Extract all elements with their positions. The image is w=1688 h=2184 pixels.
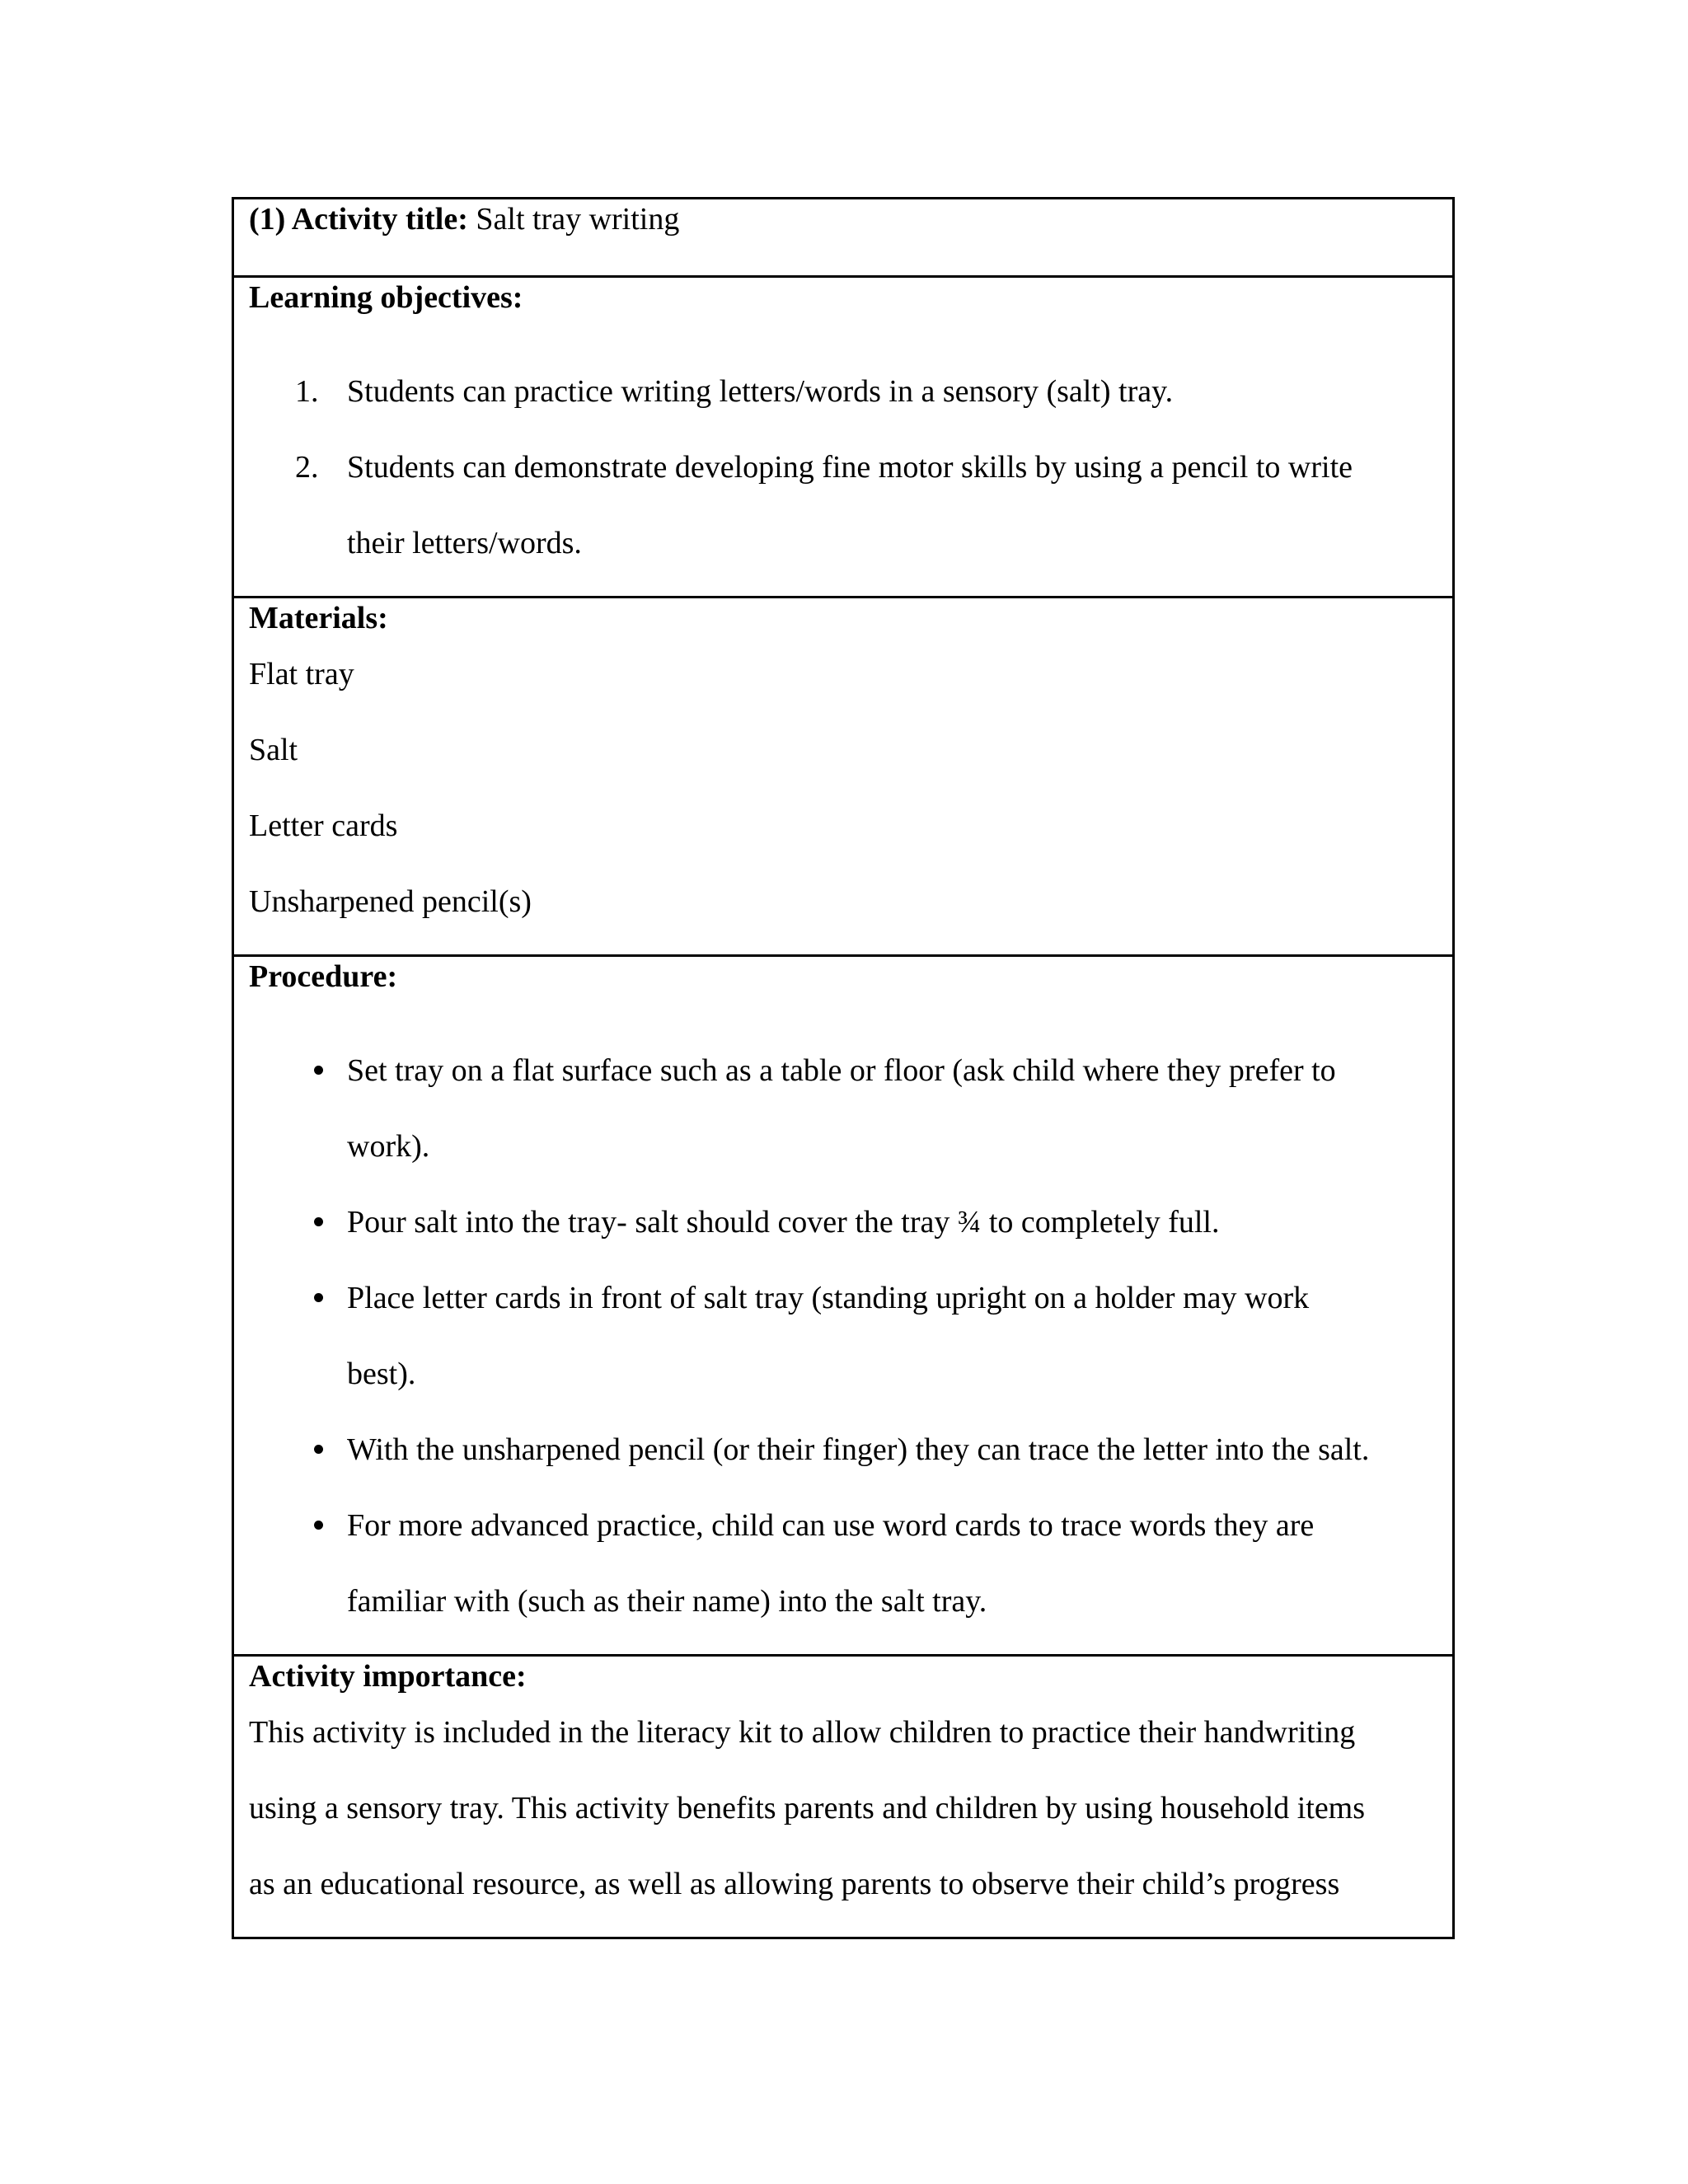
materials-cell [233,598,1454,956]
importance-line: This activity is included in the literacy kit to allow children to practice their handwriting [249,1715,1356,1750]
bullet-icon [314,1521,323,1530]
objectives-list [249,354,1437,581]
importance-paragraph [249,1694,1437,1922]
objective-text-line: Students can demonstrate developing fine motor skills by using a pencil to write [347,450,1353,485]
bullet-icon [314,1293,323,1302]
procedure-row [233,956,1454,1656]
procedure-step [249,1488,1437,1639]
procedure-list [249,1033,1437,1639]
bullet-icon [314,1445,323,1454]
procedure-step [249,1184,1437,1260]
material-item: Salt [249,733,298,767]
procedure-step [249,1260,1437,1412]
bullet-icon [314,1066,323,1075]
procedure-step [249,1412,1437,1488]
procedure-step-line: With the unsharpened pencil (or their finger) they can trace the letter into the salt. [347,1432,1370,1467]
procedure-step-line: best). [347,1357,416,1391]
materials-heading: Materials: [249,601,388,635]
importance-heading: Activity importance: [249,1659,527,1694]
procedure-step-line: Place letter cards in front of salt tray (standing upright on a holder may work [347,1281,1310,1315]
cell-bottom-space [249,1639,1437,1654]
procedure-step-line: familiar with (such as their name) into the salt tray. [347,1584,987,1619]
procedure-step-line: Set tray on a flat surface such as a table or floor (ask child where they prefer to [347,1053,1336,1088]
activity-title-value: Salt tray writing [476,202,680,237]
importance-line: as an educational resource, as well as allowing parents to observe their child’s progress [249,1867,1340,1901]
cell-bottom-space [249,1922,1437,1937]
objectives-row [233,277,1454,598]
objective-text-line: Students can practice writing letters/words in a sensory (salt) tray. [347,374,1174,409]
title-line [249,199,1437,275]
procedure-step-line: Pour salt into the tray- salt should cover the tray ¾ to completely full. [347,1205,1220,1240]
material-item: Flat tray [249,657,354,691]
title-cell [233,199,1454,277]
materials-list [249,636,1437,940]
activity-table [232,197,1455,1939]
objectives-heading: Learning objectives: [249,280,523,315]
objective-text-line: their letters/words. [347,526,582,560]
material-item: Letter cards [249,808,398,843]
cell-bottom-space [249,940,1437,954]
objective-item [249,429,1437,581]
procedure-step [249,1033,1437,1184]
procedure-step-line: work). [347,1129,430,1164]
objective-item [249,354,1437,429]
material-item: Unsharpened pencil(s) [249,884,532,919]
objectives-cell [233,277,1454,598]
procedure-heading: Procedure: [249,959,398,994]
title-row [233,199,1454,277]
importance-line: using a sensory tray. This activity benefits parents and children by using household items [249,1791,1366,1825]
bullet-icon [314,1217,323,1226]
materials-row [233,598,1454,956]
objective-number: 1. [295,374,319,409]
activity-title-label: (1) Activity title: [249,202,468,237]
importance-row [233,1656,1454,1938]
objective-number: 2. [295,450,319,485]
importance-cell [233,1656,1454,1938]
cell-bottom-space [249,581,1437,596]
procedure-step-line: For more advanced practice, child can use word cards to trace words they are [347,1508,1315,1543]
procedure-cell [233,956,1454,1656]
